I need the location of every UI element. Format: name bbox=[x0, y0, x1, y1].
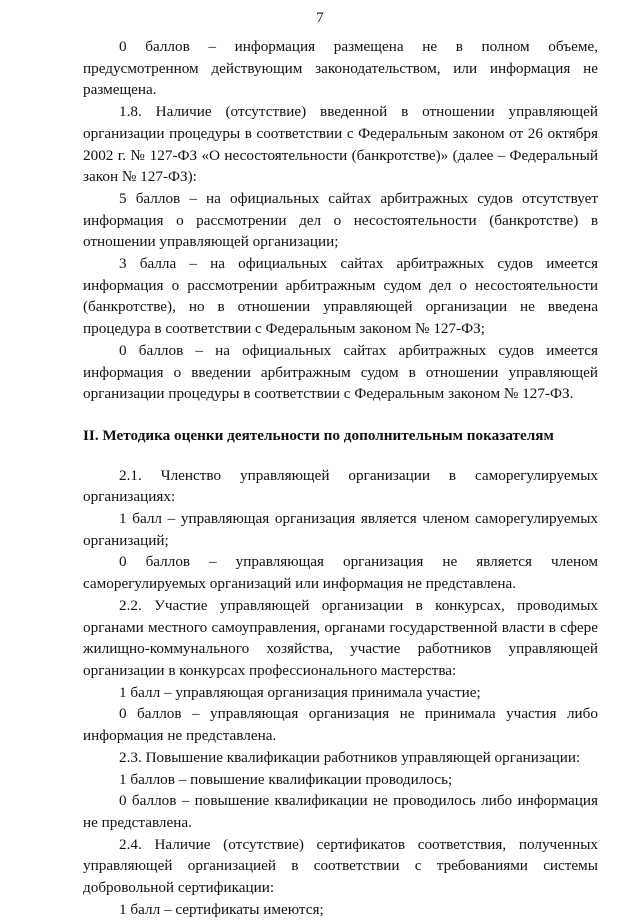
document-body bbox=[83, 36, 598, 920]
paragraph: 5 баллов – на официальных сайтах арбитражных судов отсутствует информация о рассмотрении дел о несостоятельности (банкротстве) в отношении управляющей организации; bbox=[83, 189, 598, 251]
paragraph: 0 баллов – управляющая организация не является членом саморегулируемых организаций или информация не представлена. bbox=[83, 553, 598, 593]
paragraph: 1 балл – управляющая организация является членом саморегулируемых организаций; bbox=[83, 510, 598, 549]
paragraph: 0 баллов – на официальных сайтах арбитражных судов имеется информация о введении арбитражным судом в отношении управляющей организации процедуры в соответствии с Федеральным законом № 127-ФЗ. bbox=[83, 341, 598, 403]
paragraph: 2.2. Участие управляющей организации в конкурсах, проводимых органами местного самоуправления, органами государственной власти в сфере жилищно-коммунального хозяйства, участие работников управляющей организации в конкурсах профессионального мастерства: bbox=[83, 596, 598, 679]
paragraph: 0 баллов – повышение квалификации не проводилось либо информация не представлена. bbox=[83, 792, 598, 831]
page-number: 7 bbox=[316, 10, 324, 26]
paragraph: 3 балла – на официальных сайтах арбитражных судов имеется информация о рассмотрении арбитражным судом дел о несостоятельности (банкротстве), но в отношении управляющей организации не введена процедура в соответствии с Федеральным законом № 127-ФЗ; bbox=[83, 255, 598, 338]
paragraph: 0 баллов – информация размещена не в полном объеме, предусмотренном действующим законодательством, или информация не размещена. bbox=[83, 38, 598, 99]
section-heading: II. Методика оценки деятельности по дополнительным показателям bbox=[83, 426, 554, 444]
paragraph: 0 баллов – управляющая организация не принимала участия либо информация не представлена. bbox=[83, 705, 598, 745]
paragraph: 1 балл – управляющая организация принимала участие; bbox=[119, 683, 481, 701]
paragraph: 1 баллов – повышение квалификации проводилось; bbox=[119, 770, 453, 788]
paragraph: 2.3. Повышение квалификации работников управляющей организации: bbox=[119, 748, 581, 766]
paragraph: 2.1. Членство управляющей организации в саморегулируемых организациях: bbox=[83, 466, 598, 506]
paragraph: 2.4. Наличие (отсутствие) сертификатов соответствия, полученных управляющей организацией в соответствии с требованиями системы добровольной сертификации: bbox=[83, 835, 598, 897]
paragraph: 1 балл – сертификаты имеются; bbox=[119, 900, 324, 918]
paragraph: 1.8. Наличие (отсутствие) введенной в отношении управляющей организации процедуры в соответствии с Федеральным законом от 26 октября 2002 г. № 127-ФЗ «О несостоятельности (банкротстве)» (далее – Федеральный закон № 127-ФЗ): bbox=[83, 103, 598, 186]
